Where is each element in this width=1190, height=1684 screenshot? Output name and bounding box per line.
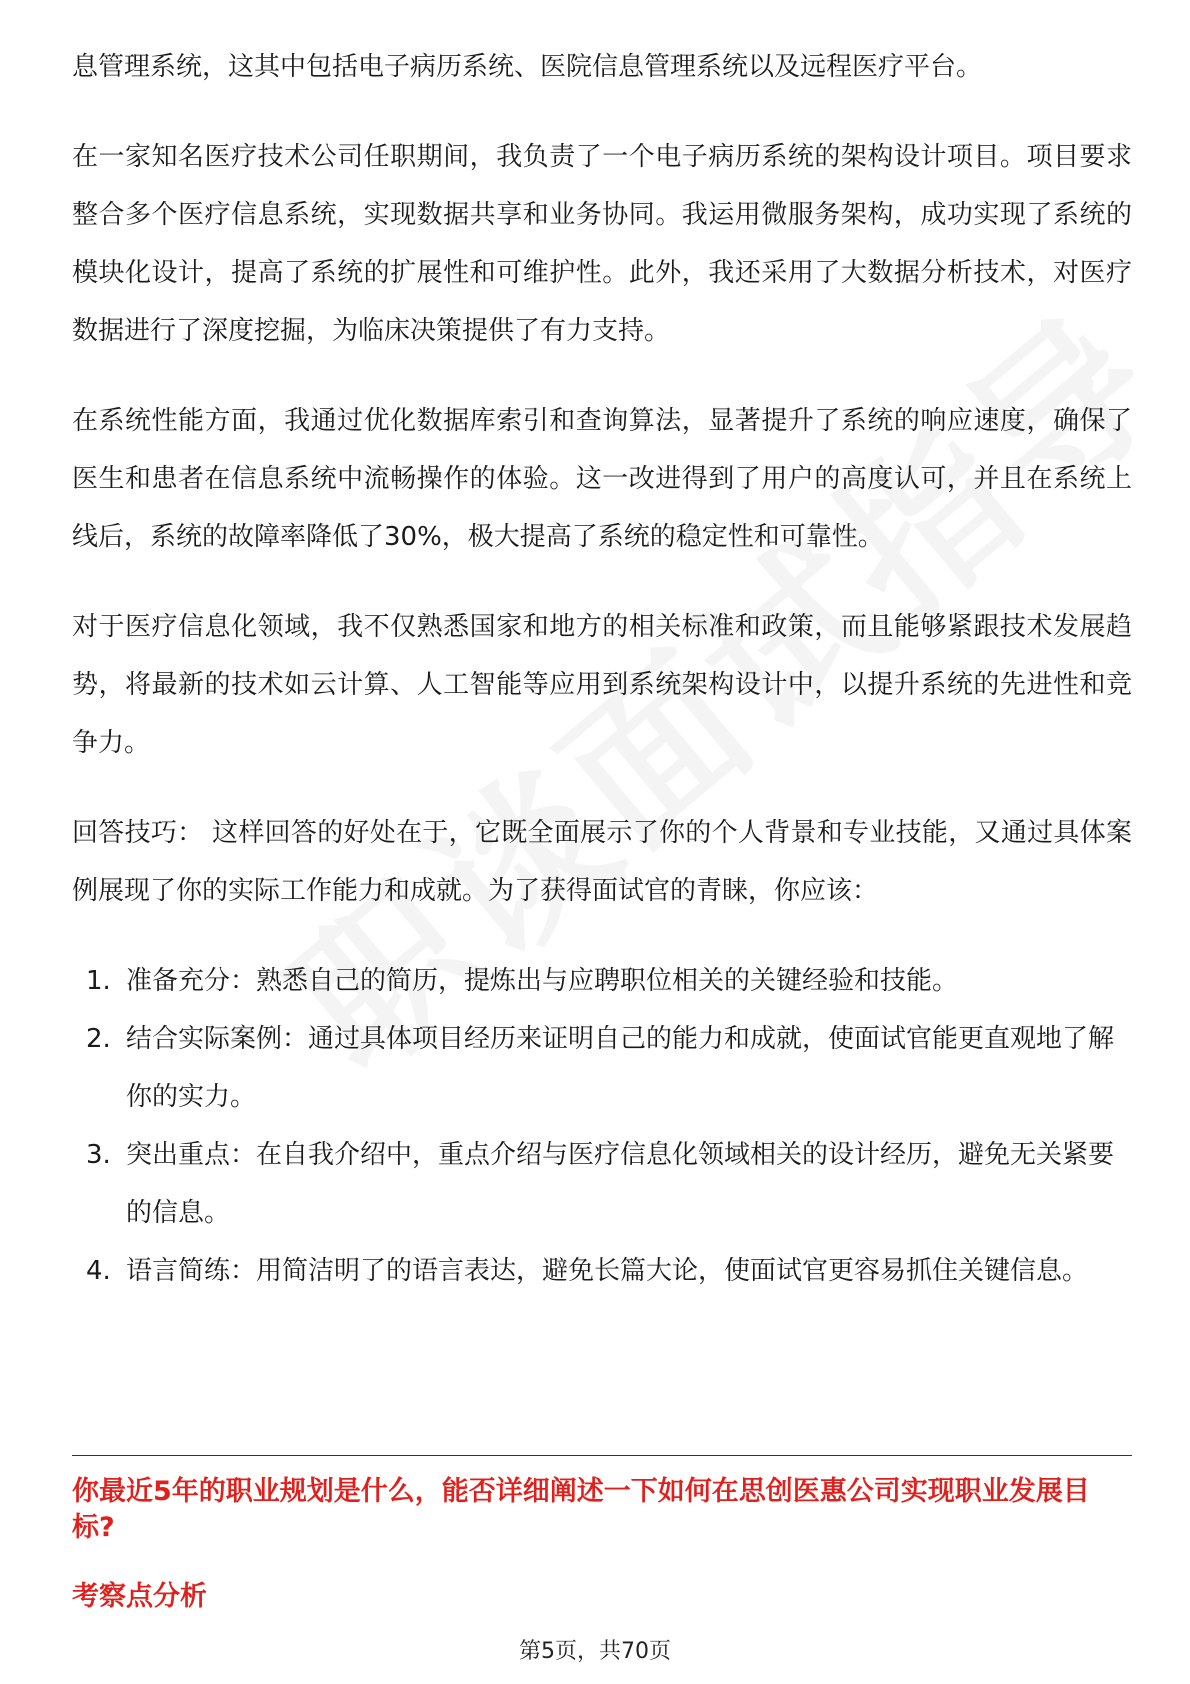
list-item-text: 结合实际案例：通过具体项目经历来证明自己的能力和成就，使面试官能更直观地了解你的实力。 [126,1024,1115,1112]
list-number: 3. [86,1140,111,1170]
paragraph-domain-knowledge: 对于医疗信息化领域，我不仅熟悉国家和地方的相关标准和政策，而且能够紧跟技术发展趋势，将最新的技术如云计算、人工智能等应用到系统架构设计中，以提升系统的先进性和竞争力。 [72,612,1132,758]
paragraph-answer-tips: 回答技巧： 这样回答的好处在于，它既全面展示了你的个人背景和专业技能，又通过具体案例展现了你的实际工作能力和成就。为了获得面试官的青睐，你应该： [72,818,1132,906]
paragraph-project-experience: 在一家知名医疗技术公司任职期间，我负责了一个电子病历系统的架构设计项目。项目要求整合多个医疗信息系统，实现数据共享和业务协同。我运用微服务架构，成功实现了系统的模块化设计，提高了系统的扩展性和可维护性。此外，我还采用了大数据分析技术，对医疗数据进行了深度挖掘，为临床决策提供了有力支持。 [72,142,1132,346]
list-number: 1. [86,966,111,996]
list-number: 2. [86,1024,111,1054]
list-item-text: 准备充分：熟悉自己的简历，提炼出与应聘职位相关的关键经验和技能。 [126,966,959,996]
tips-list [72,952,1132,1300]
list-number: 4. [86,1256,111,1286]
paragraph-performance: 在系统性能方面，我通过优化数据库索引和查询算法，显著提升了系统的响应速度，确保了医生和患者在信息系统中流畅操作的体验。这一改进得到了用户的高度认可，并且在系统上线后，系统的故障率降低了30%，极大提高了系统的稳定性和可靠性。 [72,406,1132,552]
list-item [72,1126,1132,1242]
document-body [72,38,1132,1300]
list-item-text: 突出重点：在自我介绍中，重点介绍与医疗信息化领域相关的设计经历，避免无关紧要的信息。 [126,1140,1115,1228]
list-item [72,1242,1132,1300]
interview-question: 你最近5年的职业规划是什么，能否详细阐述一下如何在思创医惠公司实现职业发展目标? [72,1476,1090,1543]
page-footer: 第5页，共70页 [519,1639,671,1664]
section-divider [72,1455,1132,1456]
list-item [72,1010,1132,1126]
list-item [72,952,1132,1010]
list-item-text: 语言简练：用简洁明了的语言表达，避免长篇大论，使面试官更容易抓住关键信息。 [126,1256,1089,1286]
section-subheading: 考察点分析 [72,1581,207,1612]
paragraph-intro-continuation: 息管理系统，这其中包括电子病历系统、医院信息管理系统以及远程医疗平台。 [72,52,983,82]
